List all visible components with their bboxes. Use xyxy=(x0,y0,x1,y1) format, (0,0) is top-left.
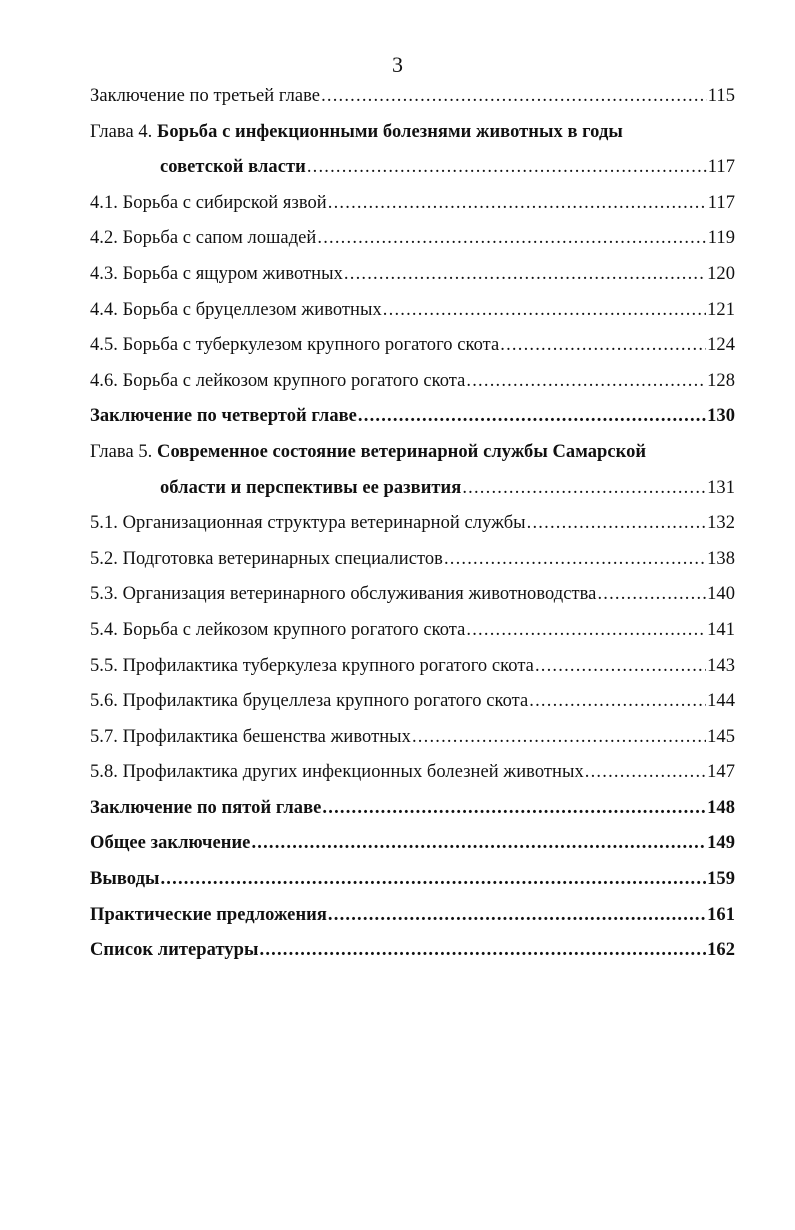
toc-entry-conclusion-chapter-3[interactable] xyxy=(90,84,735,108)
toc-page-ref: 141 xyxy=(707,619,735,640)
toc-entry-5-3[interactable] xyxy=(90,582,735,606)
dot-leader xyxy=(462,476,706,500)
toc-page-ref: 119 xyxy=(707,228,735,249)
toc-page-ref: 143 xyxy=(707,655,735,676)
toc-page-ref: 140 xyxy=(707,584,735,605)
dot-leader xyxy=(344,262,706,286)
chapter-title-line: Борьба с инфекционными болезнями животных в годы xyxy=(157,121,623,142)
toc-page-ref: 128 xyxy=(707,370,735,391)
chapter-title-line: советской власти xyxy=(160,157,306,178)
toc-page-ref: 131 xyxy=(707,477,735,498)
toc-entry-title: 5.2. Подготовка ветеринарных специалистов xyxy=(90,548,443,569)
toc-entry-4-2[interactable] xyxy=(90,226,735,250)
chapter-heading xyxy=(90,120,623,144)
toc-entry-title: Список литературы xyxy=(90,940,259,961)
toc-entry-title: Заключение по пятой главе xyxy=(90,797,322,818)
dot-leader xyxy=(321,84,707,108)
toc-page-ref: 138 xyxy=(707,548,735,569)
toc-entry-title: Заключение по четвертой главе xyxy=(90,406,357,427)
toc-entry-title: 5.7. Профилактика бешенства животных xyxy=(90,726,411,747)
toc-entry-4-1[interactable] xyxy=(90,191,735,215)
dot-leader xyxy=(260,938,707,962)
toc-entry-5-7[interactable] xyxy=(90,725,735,749)
dot-leader xyxy=(527,511,706,535)
chapter-prefix: Глава 5. xyxy=(90,441,153,462)
toc-entry-5-1[interactable] xyxy=(90,511,735,535)
toc-entry-practical-proposals[interactable] xyxy=(90,903,735,927)
toc-page-ref: 130 xyxy=(707,406,735,427)
toc-page-ref: 121 xyxy=(707,299,735,320)
toc-entry-title: 4.5. Борьба с туберкулезом крупного рогатого скота xyxy=(90,335,500,356)
dot-leader xyxy=(529,689,706,713)
dot-leader xyxy=(597,582,706,606)
toc-entry-4-6[interactable] xyxy=(90,369,735,393)
toc-page-ref: 117 xyxy=(707,157,735,178)
toc-page-ref: 147 xyxy=(707,762,735,783)
toc-entry-5-5[interactable] xyxy=(90,654,735,678)
dot-leader xyxy=(585,760,706,784)
toc-entry-5-8[interactable] xyxy=(90,760,735,784)
toc-entry-title: 4.4. Борьба с бруцеллезом животных xyxy=(90,299,382,320)
toc-page-ref: 132 xyxy=(707,513,735,534)
toc-page-ref: 149 xyxy=(707,833,735,854)
toc-page-ref: 161 xyxy=(707,904,735,925)
toc-entry-title: 5.3. Организация ветеринарного обслуживания животноводства xyxy=(90,584,597,605)
toc-entry-title: Общее заключение xyxy=(90,833,251,854)
toc-page-ref: 148 xyxy=(707,797,735,818)
toc-entry-title: 4.3. Борьба с ящуром животных xyxy=(90,263,343,284)
toc-entry-conclusion-chapter-5[interactable] xyxy=(90,796,735,820)
toc-entry-title: 5.5. Профилактика туберкулеза крупного рогатого скота xyxy=(90,655,534,676)
toc-entry-chapter-4[interactable] xyxy=(90,120,735,144)
toc-entry-title: 5.6. Профилактика бруцеллеза крупного рогатого скота xyxy=(90,691,529,712)
dot-leader xyxy=(160,867,706,891)
toc-entry-5-2[interactable] xyxy=(90,547,735,571)
chapter-prefix: Глава 4. xyxy=(90,121,153,142)
toc-page-ref: 159 xyxy=(707,869,735,890)
toc-entry-4-3[interactable] xyxy=(90,262,735,286)
toc-entry-5-4[interactable] xyxy=(90,618,735,642)
toc-entry-title: 5.1. Организационная структура ветеринарной службы xyxy=(90,513,526,534)
toc-page-ref: 144 xyxy=(707,691,735,712)
table-of-contents xyxy=(90,84,735,974)
toc-entry-5-6[interactable] xyxy=(90,689,735,713)
dot-leader xyxy=(251,831,706,855)
dot-leader xyxy=(466,369,706,393)
toc-entry-title: 5.4. Борьба с лейкозом крупного рогатого скота xyxy=(90,619,466,640)
toc-entry-general-conclusion[interactable] xyxy=(90,831,735,855)
dot-leader xyxy=(412,725,706,749)
dot-leader xyxy=(535,654,706,678)
toc-entry-chapter-5[interactable] xyxy=(90,440,735,464)
toc-entry-chapter-4-continued[interactable] xyxy=(90,155,735,179)
toc-page-ref: 120 xyxy=(707,263,735,284)
toc-entry-title: Заключение по третьей главе xyxy=(90,86,321,106)
toc-entry-conclusion-chapter-4[interactable] xyxy=(90,404,735,428)
toc-entry-4-4[interactable] xyxy=(90,298,735,322)
dot-leader xyxy=(322,796,706,820)
toc-entry-findings[interactable] xyxy=(90,867,735,891)
toc-page-ref: 115 xyxy=(707,86,735,106)
dot-leader xyxy=(444,547,706,571)
toc-entry-title: Выводы xyxy=(90,869,160,890)
toc-entry-4-5[interactable] xyxy=(90,333,735,357)
dot-leader xyxy=(500,333,706,357)
toc-page-ref: 124 xyxy=(707,335,735,356)
chapter-title-line: области и перспективы ее развития xyxy=(160,477,462,498)
toc-page-ref: 145 xyxy=(707,726,735,747)
toc-entry-title: 5.8. Профилактика других инфекционных болезней животных xyxy=(90,762,584,783)
toc-page-ref: 162 xyxy=(707,940,735,961)
toc-entry-title: 4.2. Борьба с сапом лошадей xyxy=(90,228,317,249)
toc-entry-title: 4.6. Борьба с лейкозом крупного рогатого скота xyxy=(90,370,466,391)
toc-entry-chapter-5-continued[interactable] xyxy=(90,476,735,500)
dot-leader xyxy=(328,903,706,927)
dot-leader xyxy=(466,618,706,642)
dot-leader xyxy=(317,226,706,250)
toc-entry-references[interactable] xyxy=(90,938,735,962)
toc-page-ref: 117 xyxy=(707,192,735,213)
toc-entry-title: 4.1. Борьба с сибирской язвой xyxy=(90,192,327,213)
page-number: 3 xyxy=(392,52,403,77)
dot-leader xyxy=(383,298,706,322)
chapter-heading xyxy=(90,440,646,464)
dot-leader xyxy=(358,404,706,428)
chapter-title-line: Современное состояние ветеринарной службы Самарской xyxy=(157,441,647,462)
dot-leader xyxy=(328,191,707,215)
dot-leader xyxy=(307,155,707,179)
toc-entry-title: Практические предложения xyxy=(90,904,327,925)
